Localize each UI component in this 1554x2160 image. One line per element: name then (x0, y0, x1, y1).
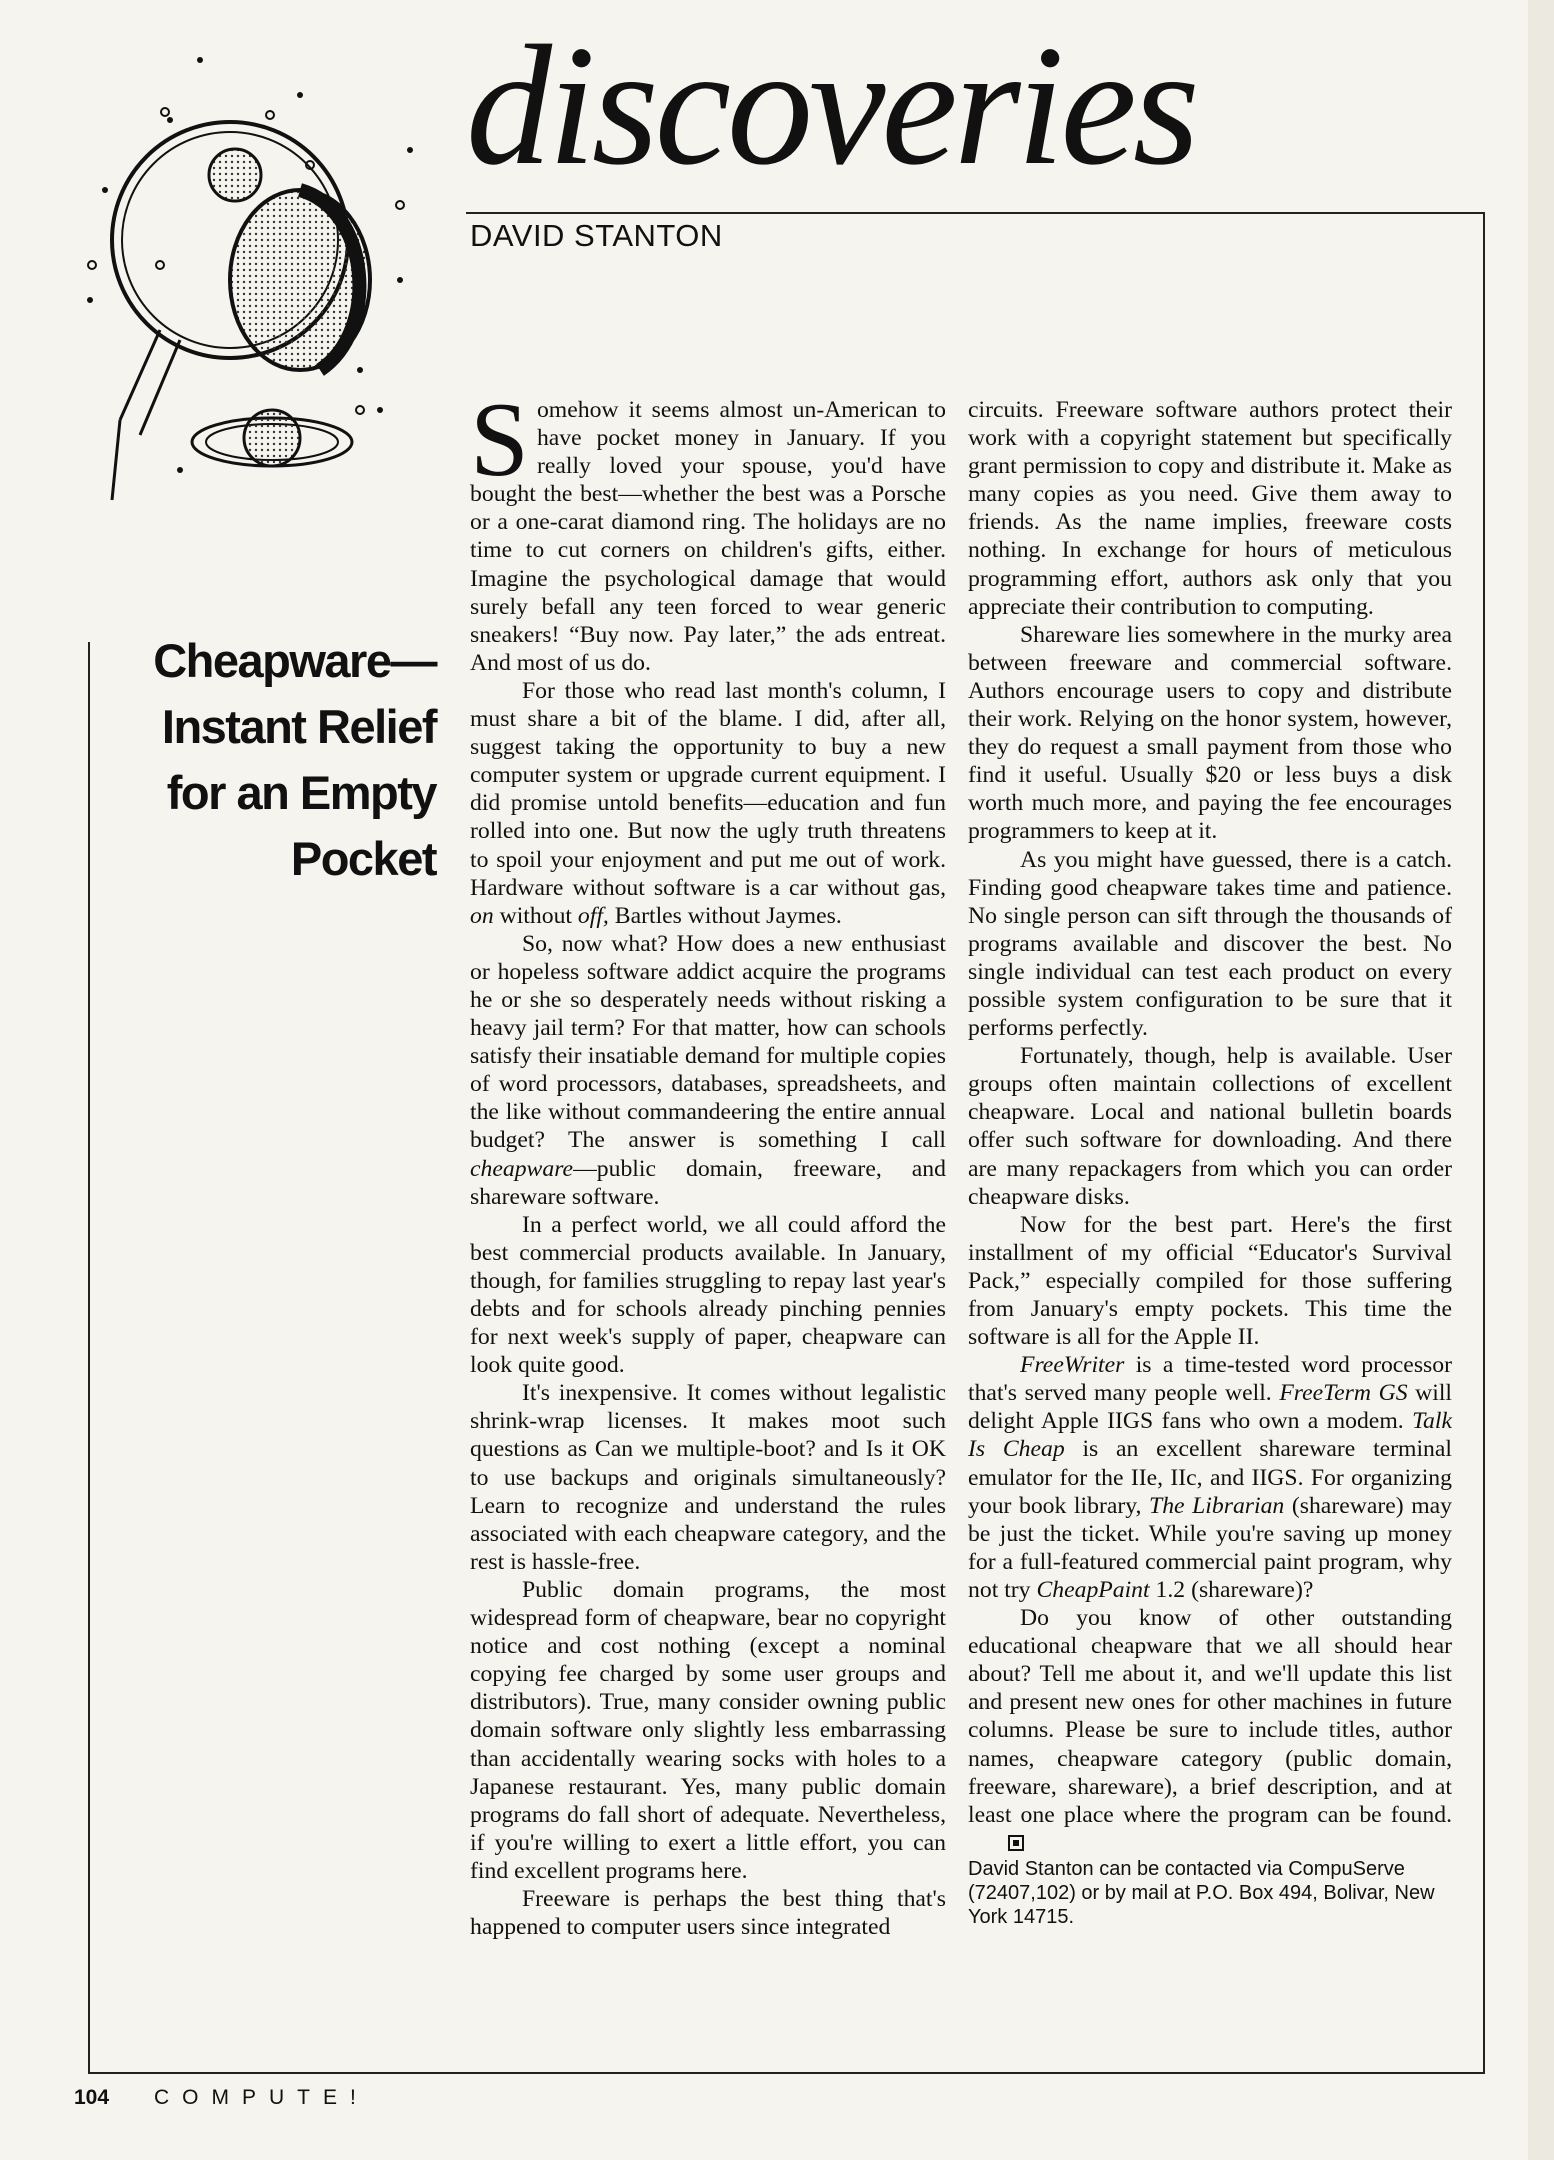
byline: DAVID STANTON (470, 218, 723, 253)
paragraph: Somehow it seems almost un-American to have pocket money in January. If you really loved your spouse, you'd have bought the best—whether the best was a Porsche or a one-carat diamond ring. The holidays are no time to cut corners on children's gifts, either. Imagine the psychological damage that would surely befall any teen forced to wear generic sneakers! “Buy now. Pay later,” the ads entreat. And most of us do. (470, 381, 946, 676)
page-number: 104 (74, 2086, 110, 2109)
paragraph: For those who read last month's column, I must share a bit of the blame. I did, after all, suggest taking the opportunity to buy a new computer system or upgrade current equipment. I did promise untold benefits—education and fun rolled into one. But now the ugly truth threatens to spoil your enjoyment and put me out of work. Hardware without software is a car without gas, on without off, Bartles without Jaymes. (470, 677, 946, 929)
author-bio: David Stanton can be contacted via CompuServe (72407,102) or by mail at P.O. Box 494, Bolivar, New York 14715. (968, 1857, 1435, 1928)
paragraph: In a perfect world, we all could afford the best commercial products available. In January, though, for families struggling to repay last year's debts and for schools already pinching pennies for next week's supply of paper, cheapware can look quite good. (470, 1211, 946, 1379)
magnifying-glass-icon (50, 40, 430, 510)
frame-top (466, 212, 1484, 214)
paragraph: So, now what? How does a new enthusiast or hopeless software addict acquire the programs he or she so desperately needs without risking a heavy jail term? For that matter, how can schools satisfy their insatiable demand for multiple copies of word processors, databases, spreadsheets, and the like without commandeering the entire annual budget? The answer is something I call cheapware—public domain, freeware, and shareware software. (470, 930, 946, 1210)
paragraph: Fortunately, though, help is available. User groups often maintain collections of excellent cheapware. Local and national bulletin boards offer such software for downloading. And there are many repackagers from which you can order cheapware disks. (968, 1043, 1452, 1210)
paragraph: FreeWriter is a time-tested word processor that's served many people well. FreeTerm GS will delight Apple IIGS fans who own a modem. Talk Is Cheap is an excellent shareware terminal emulator for the IIe, IIc, and IIGS. For organizing your book library, The Librarian (shareware) may be just the ticket. While you're saving up money for a full-featured commercial paint program, why not try CheapPaint 1.2 (shareware)? (968, 1352, 1452, 1603)
paragraph: It's inexpensive. It comes without legalistic shrink-wrap licenses. It makes moot such questions as Can we multiple-boot? and Is it OK to use backups and originals simultaneously? Learn to recognize and understand the rules associated with each cheapware category, and the rest is hassle-free. (470, 1380, 946, 1575)
paragraph: Freeware is perhaps the best thing that's happened to computer users since integrated (470, 1885, 946, 1941)
frame-left (88, 642, 90, 2074)
end-of-article-icon (1008, 1835, 1024, 1851)
headline-line: Pocket (290, 832, 436, 885)
headline (96, 628, 436, 892)
paragraph: As you might have guessed, there is a catch. Finding good cheapware takes time and patience. No single person can sift through the thousands of programs available and discover the best. No single individual can test each product on every possible system configuration to be sure that it performs perfectly. (968, 846, 1452, 1042)
article-column-1 (470, 381, 946, 1941)
column-banner: discoveries (466, 11, 1196, 201)
moon-icon (209, 149, 261, 201)
magazine-name: COMPUTE! (154, 2086, 369, 2109)
article-column-2 (968, 396, 1452, 1929)
paragraph: Do you know of other outstanding educational cheapware that we all should hear about? Tell me about it, and we'll update this list and present new ones for other machines in future columns. Please be sure to include titles, author names, cheapware category (public domain, freeware, shareware), a brief description, and at least one place where the program can be found. (968, 1604, 1452, 1857)
paragraph: Now for the best part. Here's the first installment of my official “Educator's Survival Pack,” especially compiled for those suffering from January's empty pockets. This time the software is all for the Apple II. (968, 1211, 1452, 1351)
ringed-planet-icon (192, 410, 352, 466)
paragraph: Public domain programs, the most widespread form of cheapware, bear no copyright notice and cost nothing (except a nominal copying fee charged by some user groups and distributors). True, many consider owning public domain software only slightly less embarrassing than accidentally wearing socks with holes to a Japanese restaurant. Yes, many public domain programs do fall short of adequate. Nevertheless, if you're willing to exert a little effort, you can find excellent programs here. (470, 1576, 946, 1884)
page-edge (1528, 0, 1554, 2160)
frame-right (1483, 212, 1485, 2074)
drop-cap: S (470, 381, 529, 498)
paragraph: Shareware lies somewhere in the murky area between freeware and commercial software. Authors encourage users to copy and distribute their work. Relying on the honor system, however, they do request a small payment from those who find it useful. Usually $20 or less buys a disk worth much more, and paying the fee encourages programmers to keep at it. (968, 621, 1452, 845)
headline-line: Cheapware— (153, 634, 436, 687)
headline-line: for an Empty (166, 766, 436, 819)
paragraph: circuits. Freeware software authors protect their work with a copyright statement but specifically grant permission to copy and distribute it. Make as many copies as you need. Give them away to friends. As the name implies, freeware costs nothing. In exchange for hours of meticulous programming effort, authors ask only that you appreciate their contribution to computing. (968, 397, 1452, 620)
headline-line: Instant Relief (161, 700, 436, 753)
frame-bottom (88, 2072, 1484, 2074)
